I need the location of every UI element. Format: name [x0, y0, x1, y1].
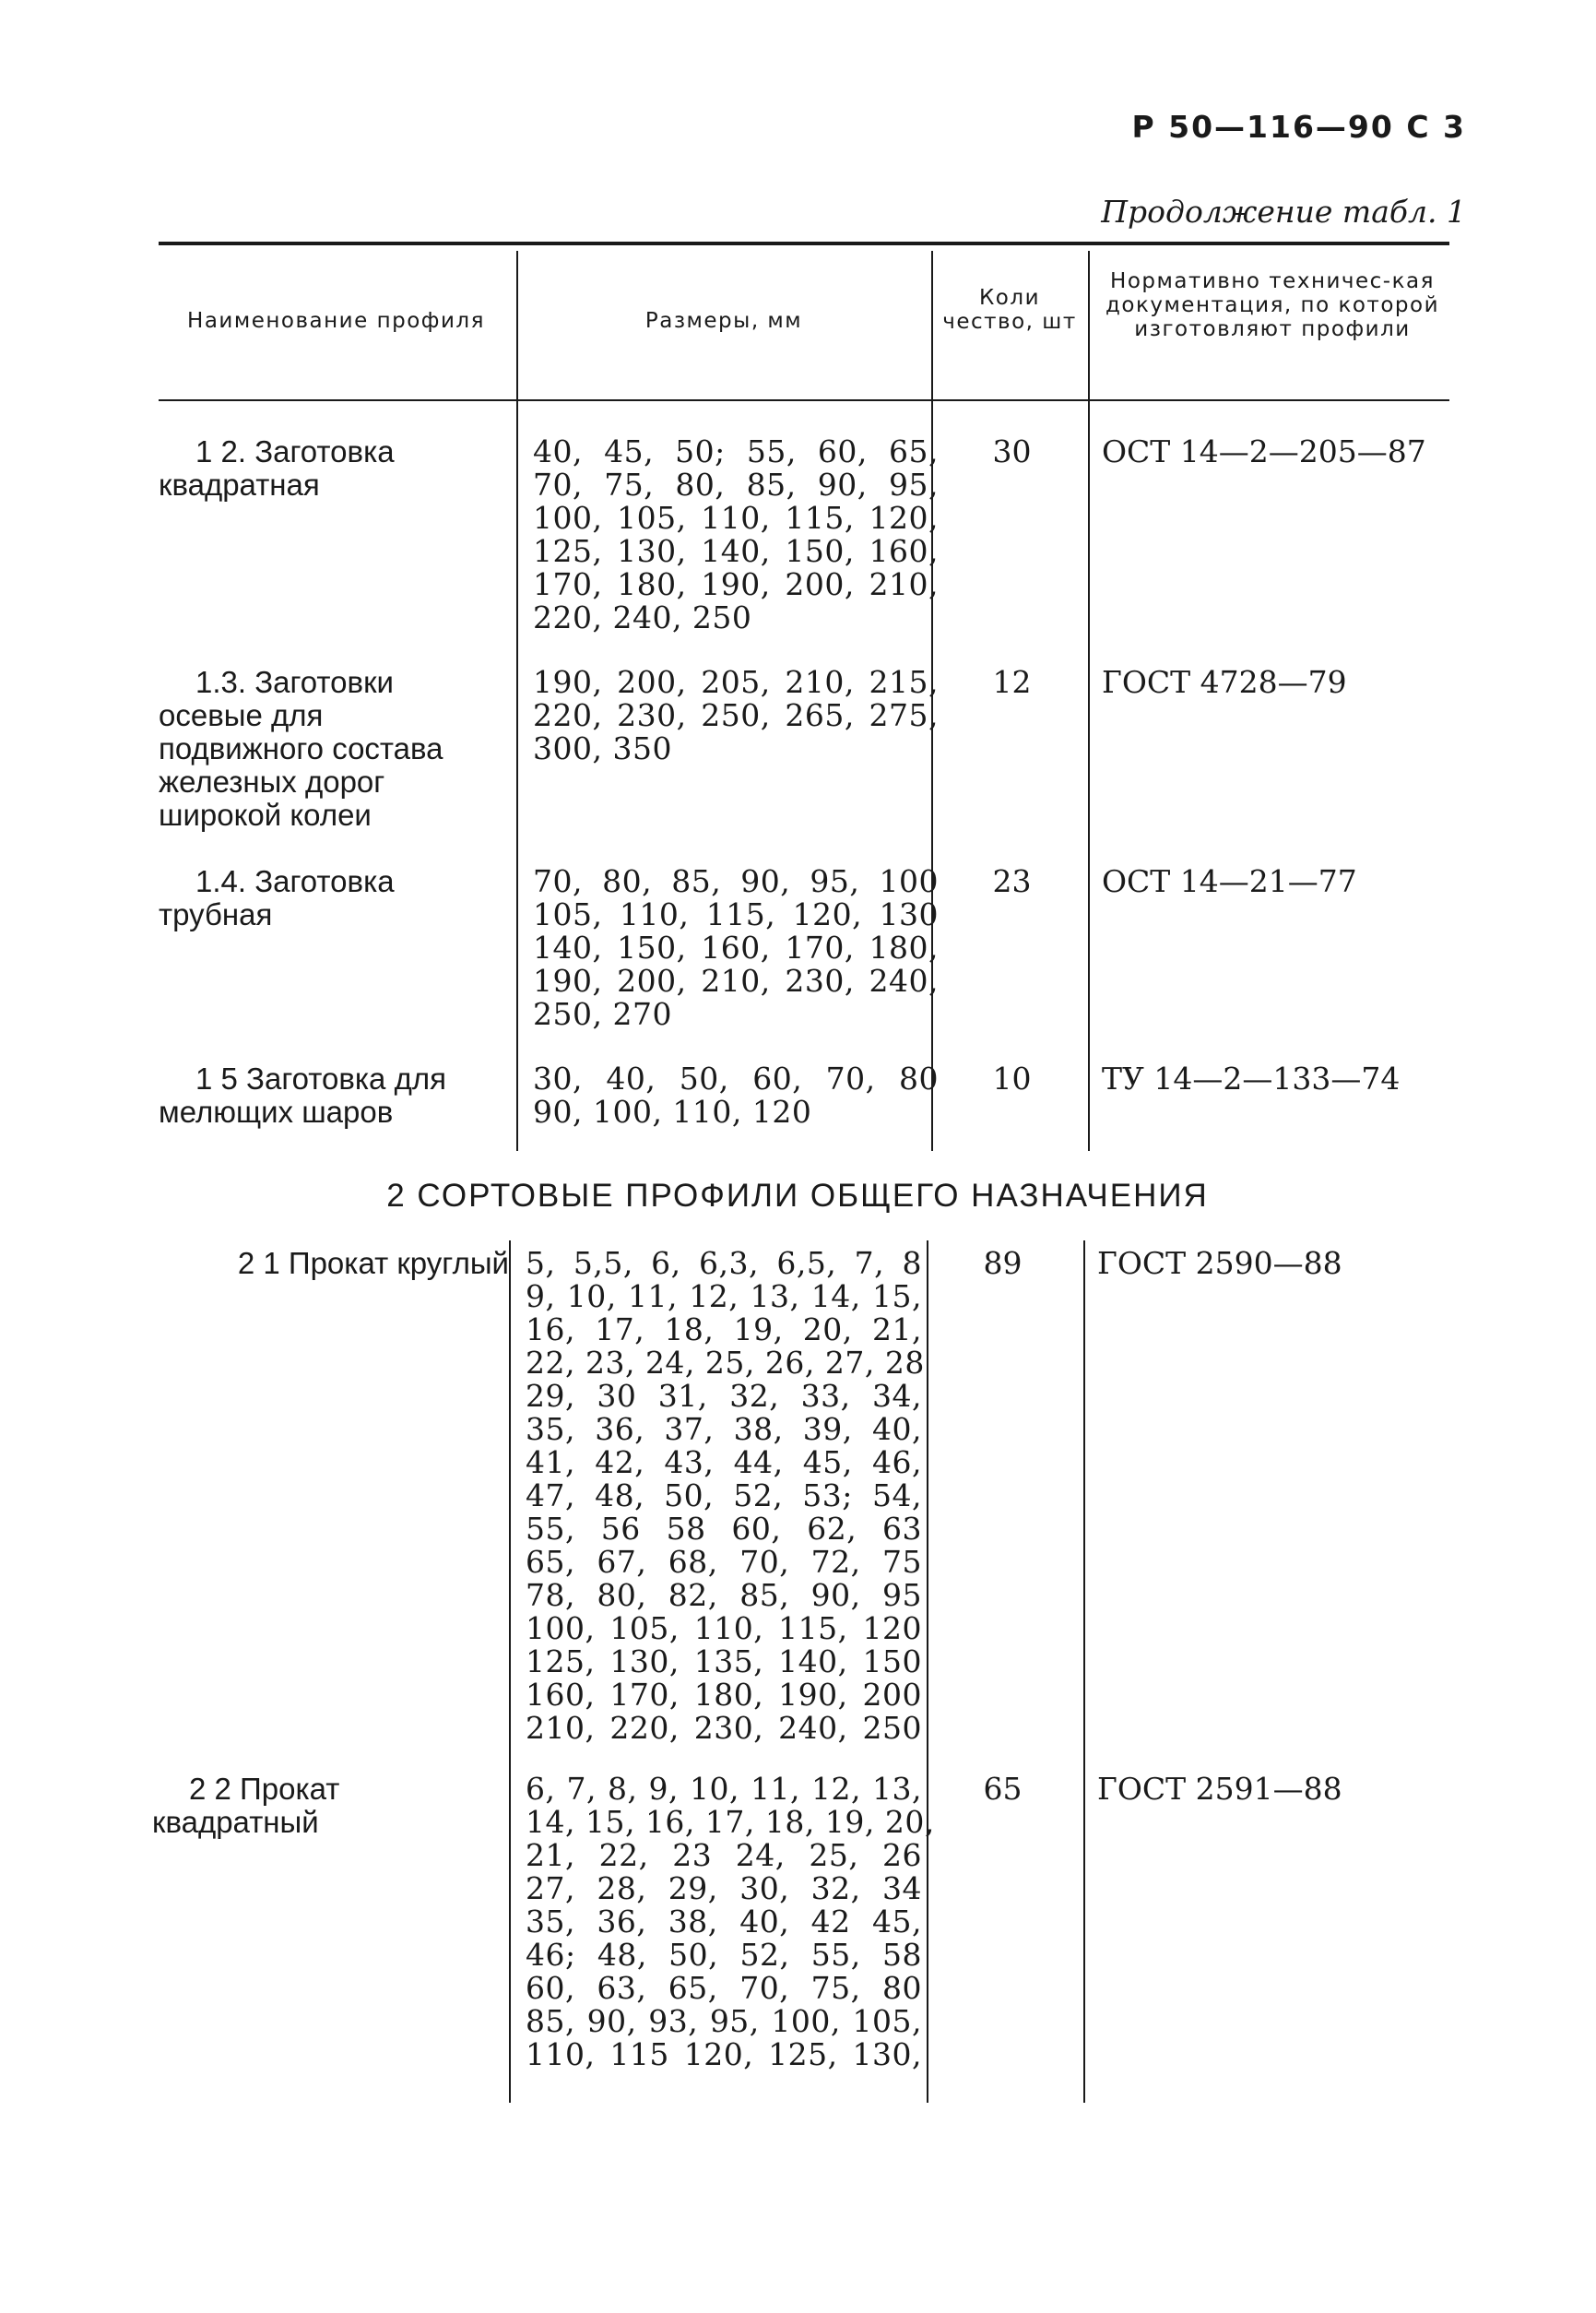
row-qty: 23	[992, 863, 1032, 899]
row-doc: ОСТ 14—21—77	[1102, 863, 1357, 899]
row-qty: 12	[992, 664, 1032, 700]
row-name: 1.3. Заготовки осевые для подвижного состава железных дорог широкой колеи	[159, 665, 443, 832]
sizes-line: 170, 180, 190, 200, 210,	[533, 566, 939, 602]
sizes-line: 110, 115 120, 125, 130,	[526, 2036, 922, 2072]
sizes-line: 78, 80, 82, 85, 90, 95	[526, 1577, 922, 1613]
table-continuation-label: Продолжение табл. 1	[1101, 194, 1466, 230]
sizes-line: 6, 7, 8, 9, 10, 11, 12, 13,	[526, 1771, 922, 1807]
sizes-line: 250, 270	[533, 996, 672, 1032]
row-sizes	[533, 1062, 939, 1129]
sizes-line: 16, 17, 18, 19, 20, 21,	[526, 1311, 922, 1347]
sizes-line: 65, 67, 68, 70, 72, 75	[526, 1544, 922, 1580]
sizes-line: 35, 36, 37, 38, 39, 40,	[526, 1411, 922, 1447]
sizes-line: 90, 100, 110, 120	[533, 1094, 812, 1130]
row-qty: 30	[992, 433, 1032, 469]
row-qty: 65	[983, 1771, 1023, 1807]
column-divider-2-lower	[927, 1240, 928, 2103]
sizes-line: 22, 23, 24, 25, 26, 27, 28	[526, 1345, 925, 1381]
sizes-line: 14, 15, 16, 17, 18, 19, 20,	[526, 1804, 935, 1840]
sizes-line: 46; 48, 50, 52, 55, 58	[526, 1937, 922, 1973]
sizes-line: 41, 42, 43, 44, 45, 46,	[526, 1444, 922, 1480]
row-name: 1 2. Заготовка квадратная	[159, 434, 395, 502]
row-name: 1 5 Заготовка для мелющих шаров	[159, 1062, 446, 1129]
sizes-line: 21, 22, 23 24, 25, 26	[526, 1837, 922, 1873]
row-sizes	[533, 865, 939, 1031]
sizes-line: 55, 56 58 60, 62, 63	[526, 1511, 922, 1547]
column-header-name: Наименование профиля	[187, 309, 485, 333]
sizes-line: 40, 45, 50; 55, 60, 65,	[533, 433, 939, 469]
row-qty: 89	[983, 1245, 1023, 1281]
table-top-rule	[159, 242, 1449, 245]
sizes-line: 5, 5,5, 6, 6,3, 6,5, 7, 8	[526, 1245, 922, 1281]
sizes-line: 70, 75, 80, 85, 90, 95,	[533, 467, 939, 503]
sizes-line: 160, 170, 180, 190, 200	[526, 1677, 922, 1713]
sizes-line: 70, 80, 85, 90, 95, 100	[533, 863, 939, 899]
sizes-line: 300, 350	[533, 730, 672, 766]
row-sizes	[526, 1245, 925, 1746]
row-name: 2 2 Прокат квадратный	[152, 1772, 340, 1839]
sizes-line: 190, 200, 210, 230, 240,	[533, 963, 939, 999]
sizes-line: 47, 48, 50, 52, 53; 54,	[526, 1477, 922, 1513]
column-header-doc: Нормативно техничес-кая документация, по которой изготовляют профили	[1105, 269, 1440, 341]
sizes-line: 105, 110, 115, 120, 130	[533, 896, 939, 932]
sizes-line: 100, 105, 110, 115, 120,	[533, 500, 939, 536]
row-qty: 10	[992, 1061, 1032, 1097]
row-doc: ТУ 14—2—133—74	[1102, 1061, 1401, 1097]
row-sizes	[533, 435, 939, 635]
table-header-rule	[159, 399, 1449, 401]
sizes-line: 220, 240, 250	[533, 599, 752, 635]
section-title: 2 СОРТОВЫЕ ПРОФИЛИ ОБЩЕГО НАЗНАЧЕНИЯ	[386, 1178, 1209, 1214]
sizes-line: 100, 105, 110, 115, 120	[526, 1610, 922, 1646]
row-name: 2 1 Прокат круглый	[237, 1246, 509, 1280]
row-sizes	[526, 1771, 935, 2072]
column-divider-3	[1088, 251, 1090, 1151]
row-doc: ГОСТ 2590—88	[1097, 1245, 1342, 1281]
sizes-line: 60, 63, 65, 70, 75, 80	[526, 1970, 922, 2006]
row-doc: ГОСТ 4728—79	[1102, 664, 1347, 700]
column-divider-1-lower	[509, 1240, 511, 2103]
sizes-line: 9, 10, 11, 12, 13, 14, 15,	[526, 1278, 922, 1314]
column-divider-1	[516, 251, 518, 1151]
column-divider-3-lower	[1083, 1240, 1085, 2103]
sizes-line: 29, 30 31, 32, 33, 34,	[526, 1378, 922, 1414]
sizes-line: 210, 220, 230, 240, 250	[526, 1710, 922, 1746]
sizes-line: 85, 90, 93, 95, 100, 105,	[526, 2003, 922, 2039]
sizes-line: 30, 40, 50, 60, 70, 80	[533, 1061, 939, 1097]
row-sizes	[533, 666, 939, 765]
page-code: Р 50—116—90 С 3	[1131, 109, 1466, 145]
row-doc: ОСТ 14—2—205—87	[1102, 433, 1426, 469]
sizes-line: 125, 130, 135, 140, 150	[526, 1643, 922, 1679]
row-name: 1.4. Заготовка трубная	[159, 864, 395, 931]
sizes-line: 140, 150, 160, 170, 180,	[533, 930, 939, 966]
column-header-sizes: Размеры, мм	[644, 309, 803, 333]
sizes-line: 27, 28, 29, 30, 32, 34	[526, 1870, 922, 1906]
column-header-qty: Коли чество, шт	[942, 286, 1077, 334]
row-doc: ГОСТ 2591—88	[1097, 1771, 1342, 1807]
sizes-line: 125, 130, 140, 150, 160,	[533, 533, 939, 569]
sizes-line: 190, 200, 205, 210, 215,	[533, 664, 939, 700]
sizes-line: 35, 36, 38, 40, 42 45,	[526, 1904, 922, 1939]
sizes-line: 220, 230, 250, 265, 275,	[533, 697, 939, 733]
